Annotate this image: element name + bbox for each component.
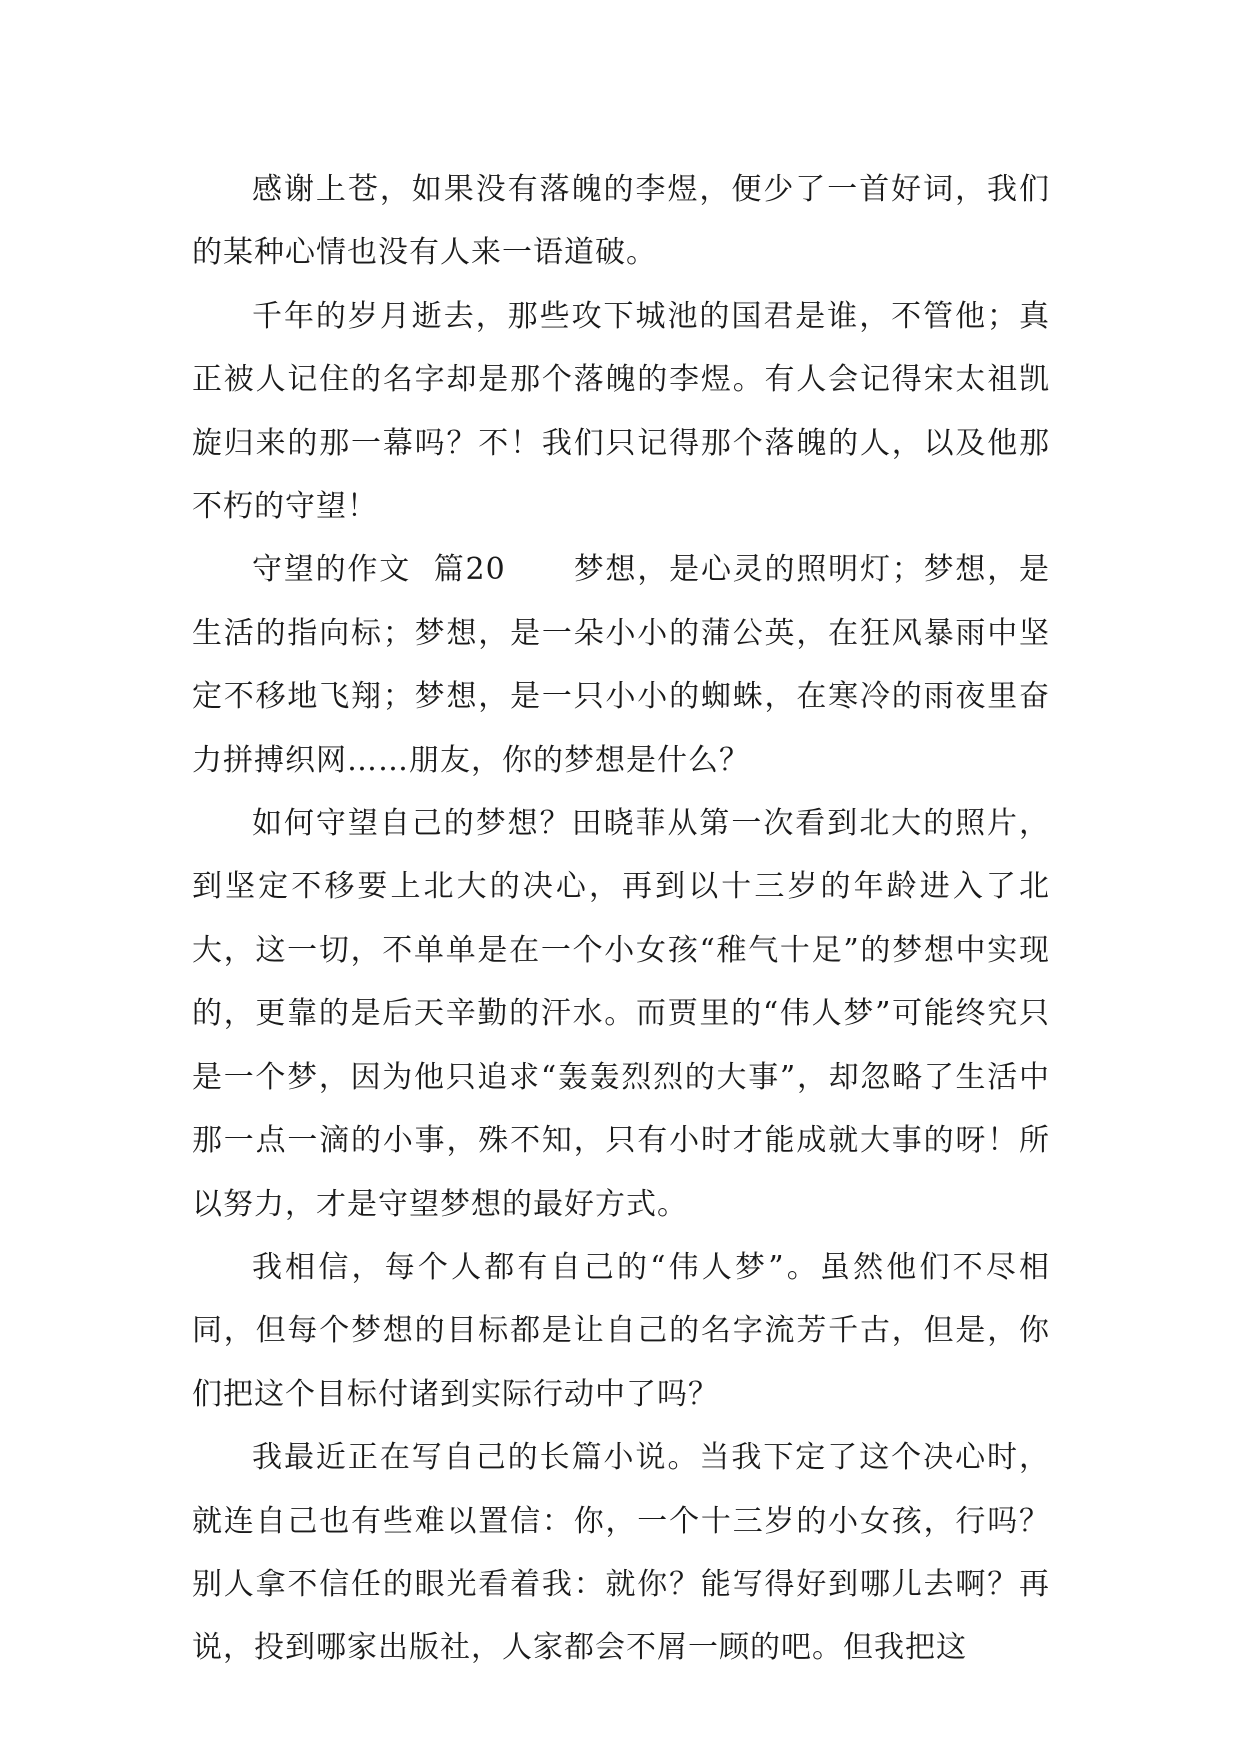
paragraph-4: 如何守望自己的梦想？田晓菲从第一次看到北大的照片，到坚定不移要上北大的决心，再到以十三岁的年龄进入了北大，这一切，不单单是在一个小女孩“稚气十足”的梦想中实现的，更靠的是后天辛勤的汗水。而贾里的“伟人梦”可能终究只是一个梦，因为他只追求“轰轰烈烈的大事”，却忽略了生活中那一点一滴的小事，殊不知，只有小时才能成就大事的呀！所以努力，才是守望梦想的最好方式。 — [192, 806, 1050, 1222]
essay-text — [192, 158, 1050, 1680]
paragraph-5: 我相信，每个人都有自己的“伟人梦”。虽然他们不尽相同，但每个梦想的目标都是让自己的名字流芳千古，但是，你们把这个目标付诸到实际行动中了吗？ — [192, 1249, 1050, 1412]
paragraph-6: 我最近正在写自己的长篇小说。当我下定了这个决心时，就连自己也有些难以置信：你，一个十三岁的小女孩，行吗？别人拿不信任的眼光看着我：就你？能写得好到哪儿去啊？再说，投到哪家出版社，人家都会不屑一顾的吧。但我把这 — [192, 1440, 1050, 1666]
paragraph-1: 感谢上苍，如果没有落魄的李煜，便少了一首好词，我们的某种心情也没有人来一语道破。 — [192, 172, 1050, 271]
paragraph-2: 千年的岁月逝去，那些攻下城池的国君是谁，不管他；真正被人记住的名字却是那个落魄的李煜。有人会记得宋太祖凯旋归来的那一幕吗？不！我们只记得那个落魄的人，以及他那不朽的守望！ — [192, 298, 1050, 525]
paragraph-3: 守望的作文 篇20 梦想，是心灵的照明灯；梦想，是生活的指向标；梦想，是一朵小小的蒲公英，在狂风暴雨中坚定不移地飞翔；梦想，是一只小小的蜘蛛，在寒冷的雨夜里奋力拼搏织网……朋友，你的梦想是什么？ — [192, 552, 1050, 778]
